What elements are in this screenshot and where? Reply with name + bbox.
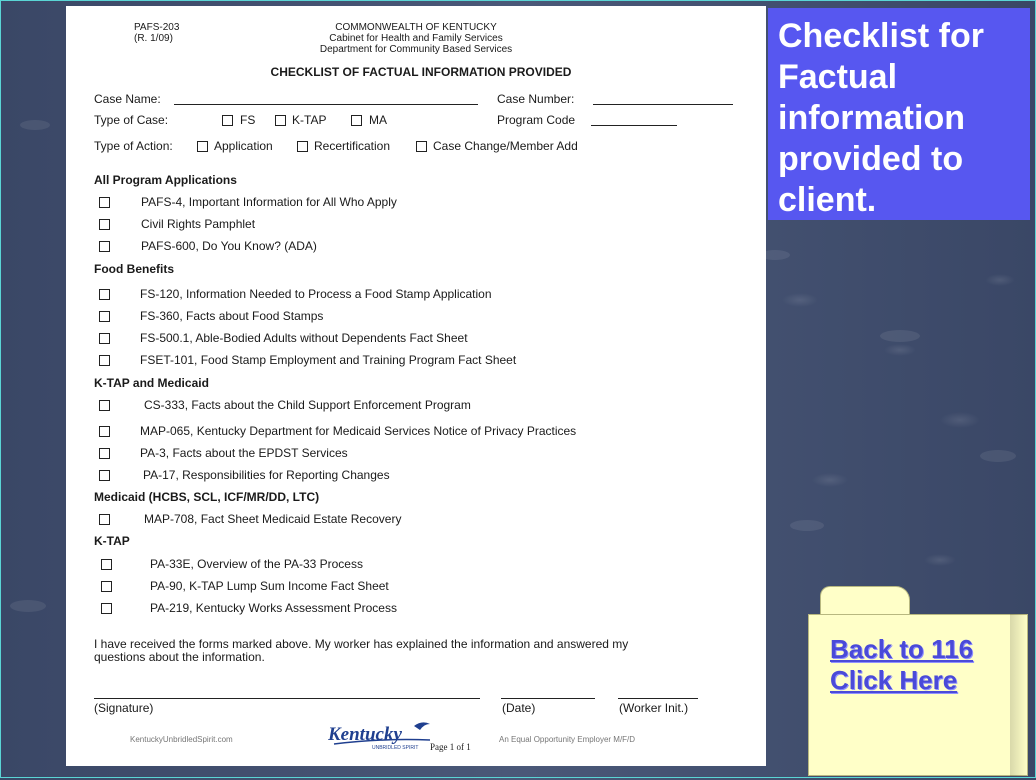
statement-line-1: I have received the forms marked above. My worker has explained the information and answered my [94, 637, 629, 651]
item-label: MAP-065, Kentucky Department for Medicaid Services Notice of Privacy Practices [140, 424, 577, 438]
statement-line-2: questions about the information. [94, 650, 265, 664]
footer-eoe: An Equal Opportunity Employer M/F/D [499, 735, 636, 744]
signature-label: (Signature) [94, 701, 154, 715]
type-of-case-label: Type of Case: [94, 113, 169, 127]
item-checkbox[interactable] [99, 197, 110, 208]
agency-line-1: COMMONWEALTH OF KENTUCKY [335, 22, 497, 33]
item-label: CS-333, Facts about the Child Support Enforcement Program [144, 398, 471, 412]
item-checkbox[interactable] [99, 400, 110, 411]
case-type-ktap-checkbox[interactable] [275, 115, 286, 126]
page-number: Page 1 of 1 [430, 742, 471, 752]
signature-field[interactable] [94, 698, 480, 699]
background-swirl [790, 520, 824, 531]
date-field[interactable] [501, 698, 595, 699]
item-label: PA-219, Kentucky Works Assessment Process [150, 601, 397, 615]
item-checkbox[interactable] [101, 603, 112, 614]
item-checkbox[interactable] [99, 333, 110, 344]
case-type-fs-label: FS [240, 113, 256, 127]
item-label: FS-500.1, Able-Bodied Adults without Dependents Fact Sheet [140, 331, 468, 345]
background-swirl [880, 330, 920, 342]
item-checkbox[interactable] [99, 241, 110, 252]
back-to-116-link[interactable] [830, 634, 1020, 696]
case-name-label: Case Name: [94, 92, 161, 106]
item-checkbox[interactable] [99, 219, 110, 230]
folder-tab [820, 586, 910, 617]
checklist-document [66, 6, 766, 766]
worker-init-label: (Worker Init.) [619, 701, 689, 715]
case-type-ktap-label: K-TAP [292, 113, 327, 127]
action-application-checkbox[interactable] [197, 141, 208, 152]
item-checkbox[interactable] [99, 426, 110, 437]
item-label: PAFS-4, Important Information for All Who Apply [141, 195, 397, 209]
item-label: MAP-708, Fact Sheet Medicaid Estate Recovery [144, 512, 402, 526]
item-checkbox[interactable] [99, 514, 110, 525]
action-case-change-label: Case Change/Member Add [433, 139, 578, 153]
item-label: Civil Rights Pamphlet [141, 217, 256, 231]
footer-website: KentuckyUnbridledSpirit.com [130, 735, 233, 744]
program-code-field[interactable] [591, 125, 677, 126]
case-type-fs-checkbox[interactable] [222, 115, 233, 126]
item-label: PA-17, Responsibilities for Reporting Changes [143, 468, 390, 482]
worker-init-field[interactable] [618, 698, 698, 699]
logo-wordmark: Kentucky [328, 724, 402, 745]
folder-graphic [808, 586, 1028, 776]
item-label: PA-33E, Overview of the PA-33 Process [150, 557, 363, 571]
program-code-label: Program Code [497, 113, 576, 127]
case-name-field[interactable] [174, 104, 478, 105]
case-number-field[interactable] [593, 104, 733, 105]
item-label: PAFS-600, Do You Know? (ADA) [141, 239, 317, 253]
agency-line-2: Cabinet for Health and Family Services [329, 33, 503, 44]
case-type-ma-checkbox[interactable] [351, 115, 362, 126]
background-swirl [980, 450, 1016, 462]
item-checkbox[interactable] [101, 581, 112, 592]
agency-line-3: Department for Community Based Services [319, 44, 513, 55]
section-heading: All Program Applications [94, 173, 237, 187]
type-of-action-label: Type of Action: [94, 139, 173, 153]
section-heading: K-TAP and Medicaid [94, 376, 209, 390]
item-checkbox[interactable] [99, 470, 110, 481]
item-label: FSET-101, Food Stamp Employment and Training Program Fact Sheet [140, 353, 517, 367]
section-heading: Medicaid (HCBS, SCL, ICF/MR/DD, LTC) [94, 490, 320, 504]
item-label: FS-360, Facts about Food Stamps [140, 309, 324, 323]
item-checkbox[interactable] [99, 355, 110, 366]
background-swirl [20, 120, 50, 130]
action-case-change-checkbox[interactable] [416, 141, 427, 152]
item-label: PA-90, K-TAP Lump Sum Income Fact Sheet [150, 579, 389, 593]
action-recertification-label: Recertification [314, 139, 391, 153]
form-title: CHECKLIST OF FACTUAL INFORMATION PROVIDED [270, 65, 572, 79]
item-checkbox[interactable] [99, 311, 110, 322]
form-code: PAFS-203 [134, 22, 180, 33]
item-label: PA-3, Facts about the EPDST Services [140, 446, 348, 460]
action-application-label: Application [214, 139, 273, 153]
logo-subtitle: UNBRIDLED SPIRIT [372, 745, 419, 750]
section-heading: Food Benefits [94, 262, 174, 276]
slide-title: Checklist for Factual information provided to client. [778, 17, 984, 219]
action-recertification-checkbox[interactable] [297, 141, 308, 152]
item-checkbox[interactable] [99, 289, 110, 300]
form-revision: (R. 1/09) [134, 33, 173, 44]
date-label: (Date) [502, 701, 536, 715]
item-label: FS-120, Information Needed to Process a Food Stamp Application [140, 287, 492, 301]
section-heading: K-TAP [94, 534, 130, 548]
back-link-line-2[interactable]: Click Here [830, 665, 958, 695]
case-type-ma-label: MA [369, 113, 387, 127]
slide-title-box [768, 8, 1030, 220]
item-checkbox[interactable] [99, 448, 110, 459]
case-number-label: Case Number: [497, 92, 575, 106]
item-checkbox[interactable] [101, 559, 112, 570]
back-link-line-1[interactable]: Back to 116 [830, 634, 974, 664]
background-swirl [10, 600, 46, 612]
